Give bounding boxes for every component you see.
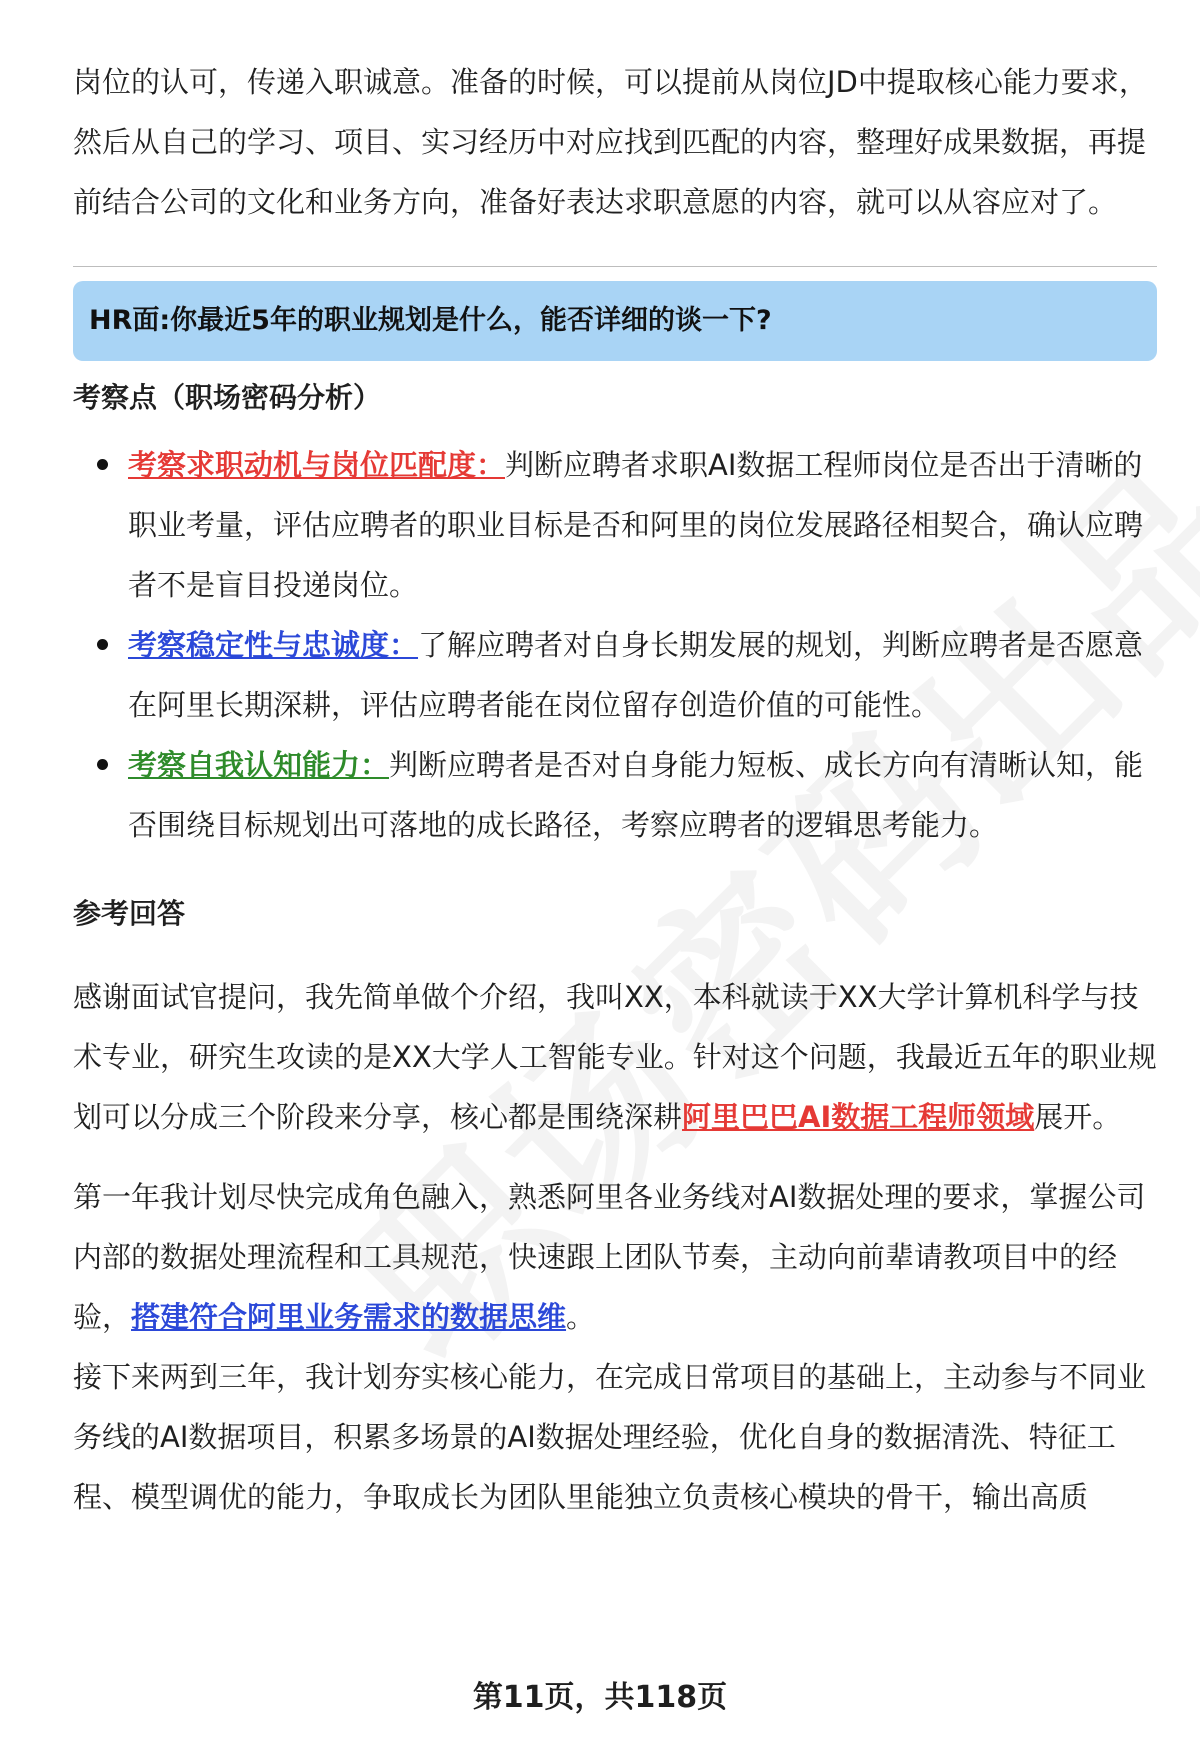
page-number-footer: 第11页，共118页 [472, 1680, 728, 1715]
analysis-points [73, 435, 1157, 855]
intro-paragraph: 岗位的认可，传递入职诚意。准备的时候，可以提前从岗位JD中提取核心能力要求，然后从自己的学习、项目、实习经历中对应找到匹配的内容，整理好成果数据，再提前结合公司的文化和业务方向，准备好表达求职意愿的内容，就可以从容应对了。 [73, 65, 1148, 219]
answer-text: 第一年我计划尽快完成角色融入，熟悉阿里各业务线对AI数据处理的要求，掌握公司内部的数据处理流程和工具规范，快速跟上团队节奏，主动向前辈请教项目中的经验， [73, 1180, 1146, 1334]
point-keyword: 考察自我认知能力： [128, 748, 390, 782]
point-text: 判断应聘者求职AI数据工程师岗位是否出于清晰的职业考量，评估应聘者的职业目标是否和阿里的岗位发展路径相契合，确认应聘者不是盲目投递岗位。 [128, 448, 1144, 602]
analysis-point-stability [128, 615, 1157, 735]
point-keyword: 考察稳定性与忠诚度： [128, 628, 419, 662]
analysis-point-motivation [128, 435, 1157, 615]
answer-paragraph-year-one [73, 1167, 1157, 1347]
document-page [73, 52, 1157, 1527]
answer-highlight: 阿里巴巴AI数据工程师领域 [682, 1100, 1035, 1134]
answer-highlight: 搭建符合阿里业务需求的数据思维 [131, 1300, 567, 1334]
analysis-title: 考察点（职场密码分析） [73, 381, 382, 414]
reference-answer-title: 参考回答 [73, 897, 186, 930]
answer-paragraph-intro [73, 967, 1157, 1147]
point-text: 了解应聘者对自身长期发展的规划，判断应聘者是否愿意在阿里长期深耕，评估应聘者能在岗位留存创造价值的可能性。 [128, 628, 1144, 722]
answer-paragraph-years-two-three: 接下来两到三年，我计划夯实核心能力，在完成日常项目的基础上，主动参与不同业务线的AI数据项目，积累多场景的AI数据处理经验，优化自身的数据清洗、特征工程、模型调优的能力，争取成长为团队里能独立负责核心模块的骨干，输出高质 [73, 1360, 1147, 1514]
point-text: 判断应聘者是否对自身能力短板、成长方向有清晰认知，能否围绕目标规划出可落地的成长路径，考察应聘者的逻辑思考能力。 [128, 748, 1144, 842]
section-divider [73, 266, 1157, 267]
answer-text: 。 [566, 1300, 596, 1334]
answer-text: 感谢面试官提问，我先简单做个介绍，我叫XX，本科就读于XX大学计算机科学与技术专业，研究生攻读的是XX大学人工智能专业。针对这个问题，我最近五年的职业规划可以分成三个阶段来分享，核心都是围绕深耕 [73, 980, 1157, 1134]
analysis-point-self-awareness [128, 735, 1157, 855]
point-keyword: 考察求职动机与岗位匹配度： [128, 448, 506, 482]
answer-text: 展开。 [1034, 1100, 1122, 1134]
question-heading: HR面:你最近5年的职业规划是什么，能否详细的谈一下? [73, 281, 1157, 361]
